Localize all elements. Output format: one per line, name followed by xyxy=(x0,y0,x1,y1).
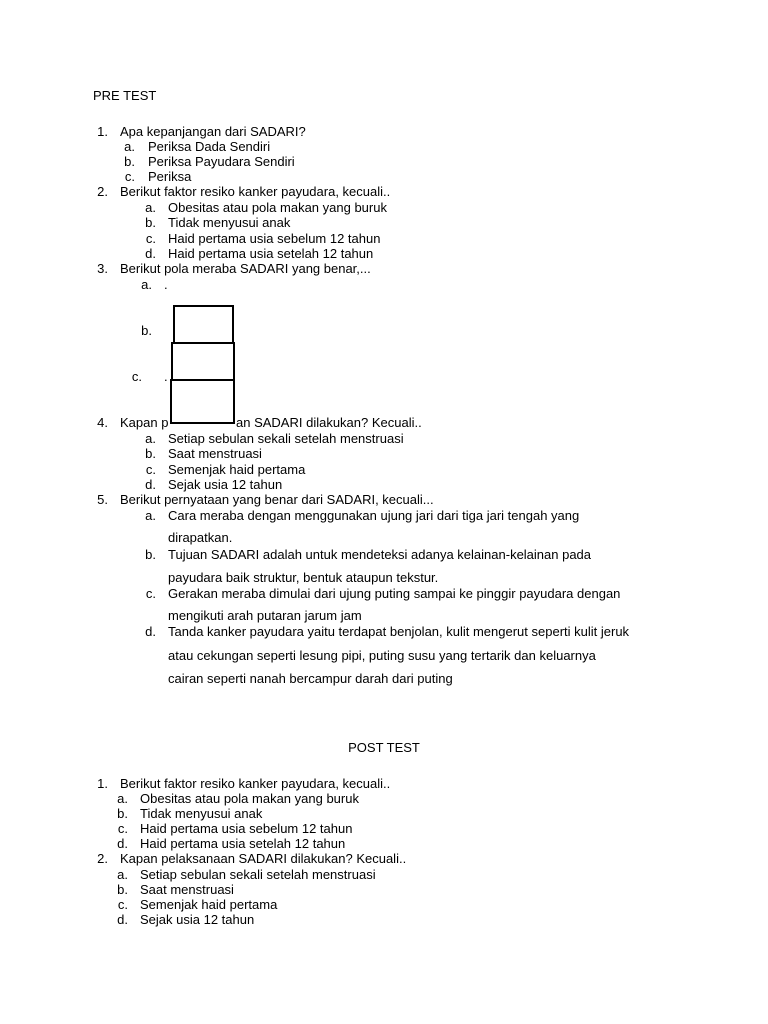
pre-q2-option-b-letter: b. xyxy=(145,215,156,230)
post-q1-option-a: Obesitas atau pola makan yang buruk xyxy=(140,791,359,806)
pre-q5-option-d-line-1: Tanda kanker payudara yaitu terdapat benjolan, kulit mengerut seperti kulit jeruk xyxy=(168,624,630,639)
post-q1-number: 1. xyxy=(97,776,108,791)
pre-q4-option-c: Semenjak haid pertama xyxy=(168,462,306,477)
post-q2-option-c: Semenjak haid pertama xyxy=(140,897,278,912)
pre-q5-text: Berikut pernyataan yang benar dari SADARI, kecuali... xyxy=(120,492,434,507)
post-q1-option-b-letter: b. xyxy=(117,806,128,821)
pre-q4-option-d-letter: d. xyxy=(145,477,156,492)
pre-q4-option-a-letter: a. xyxy=(145,431,156,446)
pre-q1-option-a-letter: a. xyxy=(124,139,135,154)
pre-q1-option-b: Periksa Payudara Sendiri xyxy=(148,154,295,169)
pre-q5-option-c-line-2: mengikuti arah putaran jarum jam xyxy=(168,608,362,623)
pre-q1-number: 1. xyxy=(97,124,108,139)
pattern-image-box-1 xyxy=(173,305,234,347)
post-test-title: POST TEST xyxy=(348,740,420,755)
pre-q1-option-b-letter: b. xyxy=(124,154,135,169)
post-q1-option-b: Tidak menyusui anak xyxy=(140,806,263,821)
pre-q3-number: 3. xyxy=(97,261,108,276)
post-q1-option-d-letter: d. xyxy=(117,836,128,851)
pre-q5-option-a-line-2: dirapatkan. xyxy=(168,530,233,545)
post-q1-option-c-letter: c. xyxy=(117,821,128,836)
post-q2-option-d: Sejak usia 12 tahun xyxy=(140,912,255,927)
pre-q3-text: Berikut pola meraba SADARI yang benar,... xyxy=(120,261,371,276)
pre-q4-option-c-letter: c. xyxy=(145,462,156,477)
pre-q2-option-a-letter: a. xyxy=(145,200,156,215)
pre-q4-option-a: Setiap sebulan sekali setelah menstruasi xyxy=(168,431,404,446)
pre-q2-option-a: Obesitas atau pola makan yang buruk xyxy=(168,200,387,215)
pre-q4-option-b: Saat menstruasi xyxy=(168,446,262,461)
pre-q4-text-right: an SADARI dilakukan? Kecuali.. xyxy=(236,415,422,430)
pattern-image-box-3 xyxy=(170,379,235,424)
pre-q1-option-c-letter: c. xyxy=(124,169,135,184)
pre-q2-text: Berikut faktor resiko kanker payudara, kecuali.. xyxy=(120,184,391,199)
pre-q1-text: Apa kepanjangan dari SADARI? xyxy=(120,124,306,139)
post-q2-option-b: Saat menstruasi xyxy=(140,882,234,897)
post-q2-option-c-letter: c. xyxy=(117,897,128,912)
post-q2-text: Kapan pelaksanaan SADARI dilakukan? Kecuali.. xyxy=(120,851,407,866)
pre-test-title: PRE TEST xyxy=(93,88,157,103)
pre-q1-option-a: Periksa Dada Sendiri xyxy=(148,139,271,154)
post-q2-number: 2. xyxy=(97,851,108,866)
pre-q5-number: 5. xyxy=(97,492,108,507)
pre-q5-option-b-letter: b. xyxy=(145,547,156,562)
post-q1-option-d: Haid pertama usia setelah 12 tahun xyxy=(140,836,346,851)
pre-q5-option-c-letter: c. xyxy=(145,586,156,601)
pre-q2-option-d-letter: d. xyxy=(145,246,156,261)
pre-q2-number: 2. xyxy=(97,184,108,199)
pre-q5-option-d-line-2: atau cekungan seperti lesung pipi, puting susu yang tertarik dan keluarnya xyxy=(168,648,596,663)
pre-q2-option-c: Haid pertama usia sebelum 12 tahun xyxy=(168,231,381,246)
pre-q5-option-d-line-3: cairan seperti nanah bercampur darah dari puting xyxy=(168,671,453,686)
pre-q4-option-d: Sejak usia 12 tahun xyxy=(168,477,283,492)
pattern-image-box-2 xyxy=(171,342,235,384)
post-q1-text: Berikut faktor resiko kanker payudara, kecuali.. xyxy=(120,776,391,791)
pre-q4-option-b-letter: b. xyxy=(145,446,156,461)
pre-q3-option-b-letter: b. xyxy=(141,323,152,338)
pre-q1-option-c: Periksa xyxy=(148,169,192,184)
pre-q3-option-c: . xyxy=(164,369,168,384)
post-q2-option-a-letter: a. xyxy=(117,867,128,882)
pre-q5-option-b-line-1: Tujuan SADARI adalah untuk mendeteksi adanya kelainan-kelainan pada xyxy=(168,547,592,562)
pre-q2-option-b: Tidak menyusui anak xyxy=(168,215,291,230)
pre-q3-option-a: . xyxy=(164,277,168,292)
pre-q4-text-left: Kapan p xyxy=(120,415,169,430)
pre-q4-number: 4. xyxy=(97,415,108,430)
pre-q2-option-c-letter: c. xyxy=(145,231,156,246)
pre-q3-option-a-letter: a. xyxy=(141,277,152,292)
post-q2-option-d-letter: d. xyxy=(117,912,128,927)
pre-q5-option-a-line-1: Cara meraba dengan menggunakan ujung jari dari tiga jari tengah yang xyxy=(168,508,580,523)
post-q2-option-b-letter: b. xyxy=(117,882,128,897)
pre-q5-option-d-letter: d. xyxy=(145,624,156,639)
pre-q5-option-a-letter: a. xyxy=(145,508,156,523)
post-q2-option-a: Setiap sebulan sekali setelah menstruasi xyxy=(140,867,376,882)
pre-q3-option-c-letter: c. xyxy=(131,369,142,384)
post-q1-option-a-letter: a. xyxy=(117,791,128,806)
pre-q5-option-c-line-1: Gerakan meraba dimulai dari ujung puting sampai ke pinggir payudara dengan xyxy=(168,586,621,601)
pre-q5-option-b-line-2: payudara baik struktur, bentuk ataupun tekstur. xyxy=(168,570,439,585)
pre-q2-option-d: Haid pertama usia setelah 12 tahun xyxy=(168,246,374,261)
post-q1-option-c: Haid pertama usia sebelum 12 tahun xyxy=(140,821,353,836)
